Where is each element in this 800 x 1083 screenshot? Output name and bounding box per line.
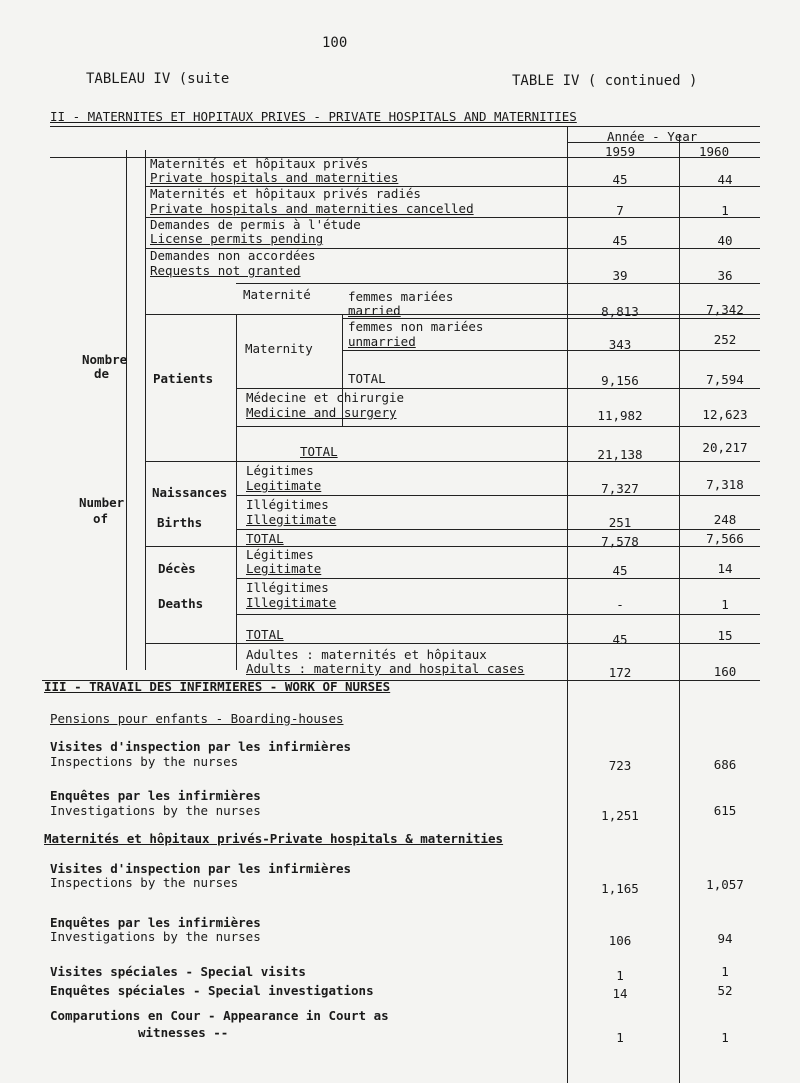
boarding-inspections-en: Inspections by the nurses: [50, 754, 239, 769]
patients-label: Patients: [153, 371, 214, 386]
births-legit-en: Legitimate: [246, 478, 322, 493]
value-1959: 45: [612, 172, 628, 187]
value-1960: 7,566: [706, 531, 744, 546]
value-1960: 248: [713, 512, 737, 527]
year-1960: 1960: [699, 144, 730, 159]
left-label-of: of: [93, 511, 109, 526]
row-not-granted-fr: Demandes non accordées: [150, 248, 316, 263]
boarding-inspections-fr: Visites d'inspection par les infirmières: [50, 739, 352, 754]
hospital-inspections-fr: Visites d'inspection par les infirmières: [50, 861, 352, 876]
maternity-total-label: TOTAL: [348, 371, 386, 386]
value-1959: 45: [612, 563, 628, 578]
rule: [236, 495, 760, 496]
value-1960: 252: [713, 332, 737, 347]
deaths-label-en: Deaths: [158, 596, 204, 611]
value-1960: 1: [721, 597, 729, 612]
births-total-label: TOTAL: [246, 531, 284, 546]
hospital-investigations-fr: Enquêtes par les infirmières: [50, 915, 261, 930]
unmarried-en: unmarried: [348, 334, 416, 349]
married-fr: femmes mariées: [348, 289, 454, 304]
value-1959: 7: [616, 203, 624, 218]
value-1960: 1: [721, 964, 729, 979]
deaths-total-label: TOTAL: [246, 627, 284, 642]
value-1960: 7,342: [706, 302, 744, 317]
section-3-title: III - TRAVAIL DES INFIRMIERES - WORK OF NURSES: [44, 679, 391, 694]
deaths-illegit-fr: Illégitimes: [246, 580, 329, 595]
deaths-legit-fr: Légitimes: [246, 547, 314, 562]
court-appearances-line2: witnesses --: [138, 1025, 229, 1040]
column-divider: [126, 150, 127, 670]
special-visits: Visites spéciales - Special visits: [50, 964, 306, 979]
row-pending-en: License permits pending: [150, 231, 324, 246]
rule: [236, 388, 760, 389]
year-1959: 1959: [605, 144, 636, 159]
value-1960: 36: [717, 268, 733, 283]
value-1959: 39: [612, 268, 628, 283]
header-right: TABLE IV ( continued ): [512, 73, 698, 89]
value-1959: 8,813: [601, 304, 639, 319]
value-1959: 9,156: [601, 373, 639, 388]
value-1959: 1,251: [601, 808, 639, 823]
row-private-hospitals-fr: Maternités et hôpitaux privés: [150, 156, 369, 171]
value-1959: 1,165: [601, 881, 639, 896]
value-1959: 172: [608, 665, 632, 680]
section-2-title: II - MATERNITES ET HOPITAUX PRIVES - PRIVATE HOSPITALS AND MATERNITIES: [50, 109, 577, 124]
row-pending-fr: Demandes de permis à l'étude: [150, 217, 361, 232]
rule: [145, 643, 760, 644]
value-1960: 94: [717, 931, 733, 946]
value-1959: 251: [608, 515, 632, 530]
row-private-hospitals-en: Private hospitals and maternities: [150, 170, 399, 185]
value-1960: 1: [721, 1030, 729, 1045]
value-1959: 7,578: [601, 534, 639, 549]
left-label-de: de: [94, 366, 110, 381]
rule: [145, 461, 760, 462]
value-1960: 1,057: [706, 877, 744, 892]
unmarried-fr: femmes non mariées: [348, 319, 484, 334]
hospital-inspections-en: Inspections by the nurses: [50, 875, 239, 890]
rule: [145, 314, 760, 315]
rule: [567, 142, 760, 143]
value-1959: 14: [612, 986, 628, 1001]
row-not-granted-en: Requests not granted: [150, 263, 301, 278]
value-1960: 44: [717, 172, 733, 187]
private-hospitals-heading: Maternités et hôpitaux privés-Private hospitals & maternities: [44, 831, 504, 846]
value-1960: 160: [713, 664, 737, 679]
value-1960: 14: [717, 561, 733, 576]
value-1960: 686: [713, 757, 737, 772]
value-1959: 45: [612, 233, 628, 248]
rule: [236, 578, 760, 579]
left-label-number: Number: [79, 495, 125, 510]
special-investigations: Enquêtes spéciales - Special investigations: [50, 983, 374, 998]
value-1959: 343: [608, 337, 632, 352]
deaths-illegit-en: Illegitimate: [246, 595, 337, 610]
value-1960: 7,318: [706, 477, 744, 492]
medsurg-en: Medicine and surgery: [246, 405, 397, 420]
value-1960: 40: [717, 233, 733, 248]
rule: [50, 126, 760, 127]
value-1959: 1: [616, 968, 624, 983]
value-1960: 7,594: [706, 372, 744, 387]
value-1960: 12,623: [702, 407, 748, 422]
value-1959: 1: [616, 1030, 624, 1045]
column-divider: [145, 150, 146, 670]
boarding-houses-heading: Pensions pour enfants - Boarding-houses: [50, 711, 344, 726]
row-cancelled-fr: Maternités et hôpitaux privés radiés: [150, 186, 421, 201]
deaths-label-fr: Décès: [158, 561, 196, 576]
value-1959: 11,982: [597, 408, 643, 423]
rule: [236, 426, 760, 427]
births-legit-fr: Légitimes: [246, 463, 314, 478]
rule: [236, 614, 760, 615]
rule: [145, 546, 760, 547]
value-1959: 21,138: [597, 447, 643, 462]
column-divider: [679, 134, 680, 1083]
value-1959: -: [616, 597, 624, 612]
births-label-en: Births: [157, 515, 203, 530]
value-1960: 15: [717, 628, 733, 643]
married-en: married: [348, 303, 401, 318]
births-illegit-fr: Illégitimes: [246, 497, 329, 512]
value-1959: 45: [612, 632, 628, 647]
court-appearances-line1: Comparutions en Cour - Appearance in Court as: [50, 1008, 389, 1023]
column-divider: [567, 126, 568, 1083]
rule: [342, 350, 760, 351]
value-1960: 1: [721, 203, 729, 218]
value-1959: 106: [608, 933, 632, 948]
medsurg-fr: Médecine et chirurgie: [246, 390, 405, 405]
value-1959: 7,327: [601, 481, 639, 496]
hospital-investigations-en: Investigations by the nurses: [50, 929, 261, 944]
page-number: 100: [322, 35, 348, 51]
left-label-nombre: Nombre: [82, 352, 128, 367]
adults-fr: Adultes : maternités et hôpitaux: [246, 647, 487, 662]
value-1960: 52: [717, 983, 733, 998]
births-illegit-en: Illegitimate: [246, 512, 337, 527]
value-1959: 723: [608, 758, 632, 773]
deaths-legit-en: Legitimate: [246, 561, 322, 576]
value-1960: 20,217: [702, 440, 748, 455]
value-1960: 615: [713, 803, 737, 818]
maternity-label: Maternity: [245, 341, 313, 356]
boarding-investigations-en: Investigations by the nurses: [50, 803, 261, 818]
rule: [236, 529, 760, 530]
column-divider: [236, 314, 237, 670]
adults-en: Adults : maternity and hospital cases: [246, 661, 525, 676]
header-left: TABLEAU IV (suite: [86, 71, 230, 87]
year-header: Année - Year: [607, 129, 698, 144]
boarding-investigations-fr: Enquêtes par les infirmières: [50, 788, 261, 803]
patients-total-label: TOTAL: [300, 444, 338, 459]
rule: [236, 283, 760, 284]
maternite-label: Maternité: [243, 287, 311, 302]
births-label-fr: Naissances: [152, 485, 228, 500]
row-cancelled-en: Private hospitals and maternities cancelled: [150, 201, 474, 216]
